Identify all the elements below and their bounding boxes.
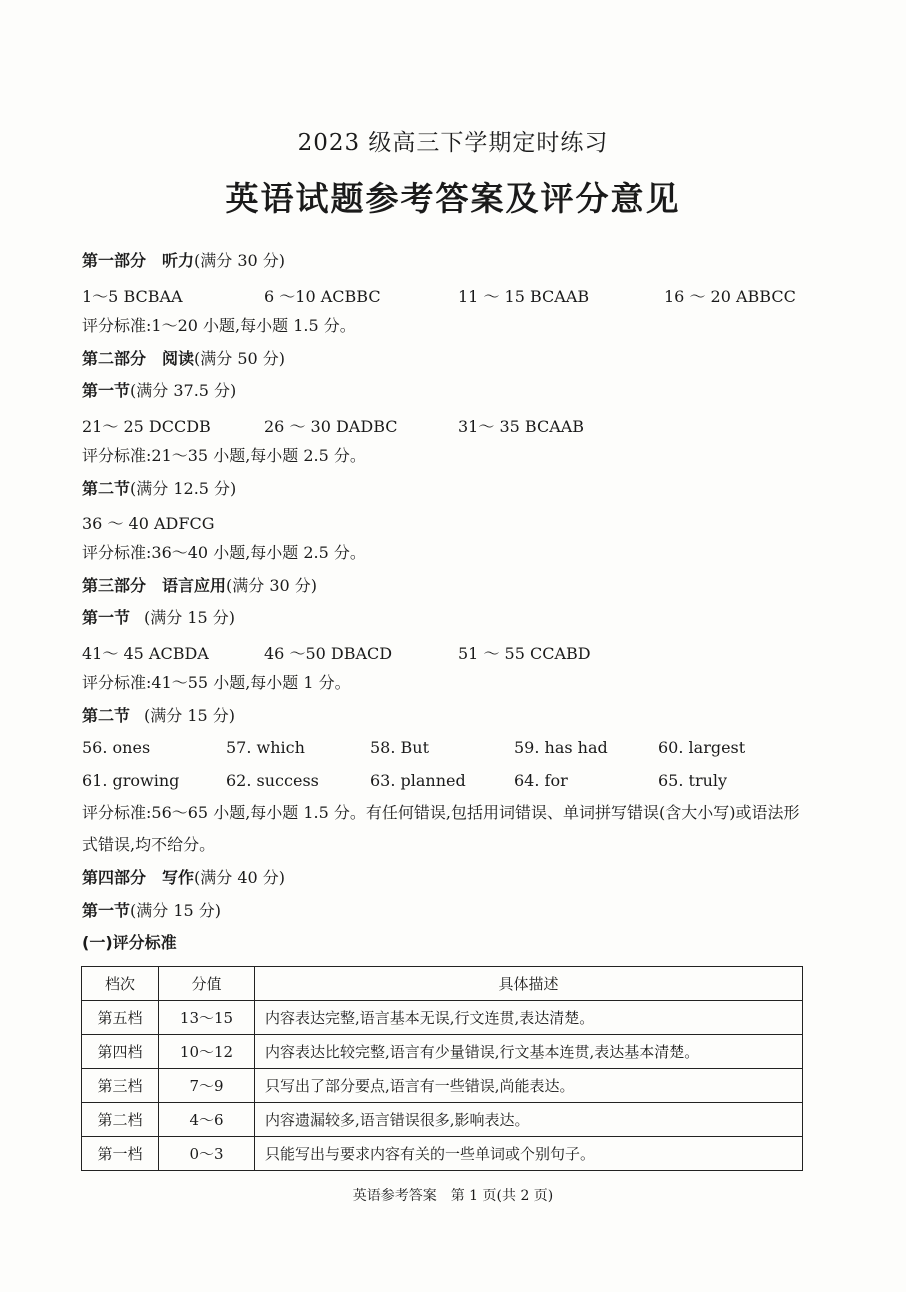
score-cell: 4～6 bbox=[159, 1103, 255, 1137]
part1-criteria: 评分标准:1～20 小题,每小题 1.5 分。 bbox=[82, 316, 356, 335]
answer-group: 26 ～ 30 DADBC bbox=[264, 417, 398, 436]
score-cell: 0～3 bbox=[159, 1137, 255, 1171]
answer-group: 21～ 25 DCCDB bbox=[82, 417, 211, 436]
grade-cell: 第一档 bbox=[82, 1137, 159, 1171]
column-header: 具体描述 bbox=[255, 967, 803, 1001]
table-header-row bbox=[82, 967, 803, 1001]
part1-heading: 第一部分 听力(满分 30 分) bbox=[82, 251, 286, 270]
part4-sec1-heading: 第一节(满分 15 分) bbox=[82, 901, 222, 920]
answer-group: 6 ～10 ACBBC bbox=[264, 287, 381, 306]
score-cell: 7～9 bbox=[159, 1069, 255, 1103]
description-cell: 只能写出与要求内容有关的一些单词或个别句子。 bbox=[255, 1137, 803, 1171]
table-row bbox=[82, 1035, 803, 1069]
part3-sec2-heading: 第二节 (满分 15 分) bbox=[82, 706, 236, 725]
score-cell: 13～15 bbox=[159, 1001, 255, 1035]
fill-answer: 65. truly bbox=[658, 771, 728, 790]
answer-group: 16 ～ 20 ABBCC bbox=[664, 287, 796, 306]
table-row bbox=[82, 1001, 803, 1035]
grade-cell: 第三档 bbox=[82, 1069, 159, 1103]
description-cell: 只写出了部分要点,语言有一些错误,尚能表达。 bbox=[255, 1069, 803, 1103]
fill-answer: 61. growing bbox=[82, 771, 180, 790]
table-row bbox=[82, 1069, 803, 1103]
column-header: 档次 bbox=[82, 967, 159, 1001]
fill-answer: 60. largest bbox=[658, 738, 746, 757]
page-footer: 英语参考答案 第 1 页(共 2 页) bbox=[352, 1188, 554, 1204]
column-header: 分值 bbox=[159, 967, 255, 1001]
fill-answer: 64. for bbox=[514, 771, 568, 790]
fill-answer: 56. ones bbox=[82, 738, 151, 757]
part2-sec2-heading: 第二节(满分 12.5 分) bbox=[82, 479, 237, 498]
part2-heading: 第二部分 阅读(满分 50 分) bbox=[82, 349, 286, 368]
grade-cell: 第二档 bbox=[82, 1103, 159, 1137]
document-title: 英语试题参考答案及评分意见 bbox=[225, 179, 681, 218]
grade-cell: 第四档 bbox=[82, 1035, 159, 1069]
fill-answer: 59. has had bbox=[514, 738, 608, 757]
part3-sec1-criteria: 评分标准:41～55 小题,每小题 1 分。 bbox=[82, 673, 351, 692]
answer-group: 11 ～ 15 BCAAB bbox=[458, 287, 590, 306]
fill-answer: 57. which bbox=[226, 738, 305, 757]
part2-sec1-criteria: 评分标准:21～35 小题,每小题 2.5 分。 bbox=[82, 446, 366, 465]
description-cell: 内容表达完整,语言基本无误,行文连贯,表达清楚。 bbox=[255, 1001, 803, 1035]
answer-group: 36 ～ 40 ADFCG bbox=[82, 514, 215, 533]
answer-group: 1～5 BCBAA bbox=[82, 287, 183, 306]
table-row bbox=[82, 1103, 803, 1137]
part2-sec2-criteria: 评分标准:36～40 小题,每小题 2.5 分。 bbox=[82, 543, 366, 562]
rubric-table bbox=[81, 966, 803, 1171]
answer-group: 46 ～50 DBACD bbox=[264, 644, 393, 663]
part3-sec2-criteria: 评分标准:56～65 小题,每小题 1.5 分。有任何错误,包括用词错误、单词拼写错误(含大小写)或语法形式错误,均不给分。 bbox=[82, 803, 800, 854]
grade-cell: 第五档 bbox=[82, 1001, 159, 1035]
fill-answer: 62. success bbox=[226, 771, 319, 790]
description-cell: 内容表达比较完整,语言有少量错误,行文基本连贯,表达基本清楚。 bbox=[255, 1035, 803, 1069]
description-cell: 内容遗漏较多,语言错误很多,影响表达。 bbox=[255, 1103, 803, 1137]
part3-heading: 第三部分 语言应用(满分 30 分) bbox=[82, 576, 318, 595]
part4-heading: 第四部分 写作(满分 40 分) bbox=[82, 868, 286, 887]
score-cell: 10～12 bbox=[159, 1035, 255, 1069]
table-row bbox=[82, 1137, 803, 1171]
answer-group: 31～ 35 BCAAB bbox=[458, 417, 585, 436]
part2-sec1-heading: 第一节(满分 37.5 分) bbox=[82, 381, 237, 400]
rubric-heading: (一)评分标准 bbox=[82, 933, 177, 952]
answer-group: 41～ 45 ACBDA bbox=[82, 644, 209, 663]
exam-title: 2023 级高三下学期定时练习 bbox=[297, 130, 609, 156]
fill-answer: 63. planned bbox=[370, 771, 466, 790]
fill-answer: 58. But bbox=[370, 738, 430, 757]
answer-group: 51 ～ 55 CCABD bbox=[458, 644, 591, 663]
part3-sec1-heading: 第一节 (满分 15 分) bbox=[82, 608, 236, 627]
